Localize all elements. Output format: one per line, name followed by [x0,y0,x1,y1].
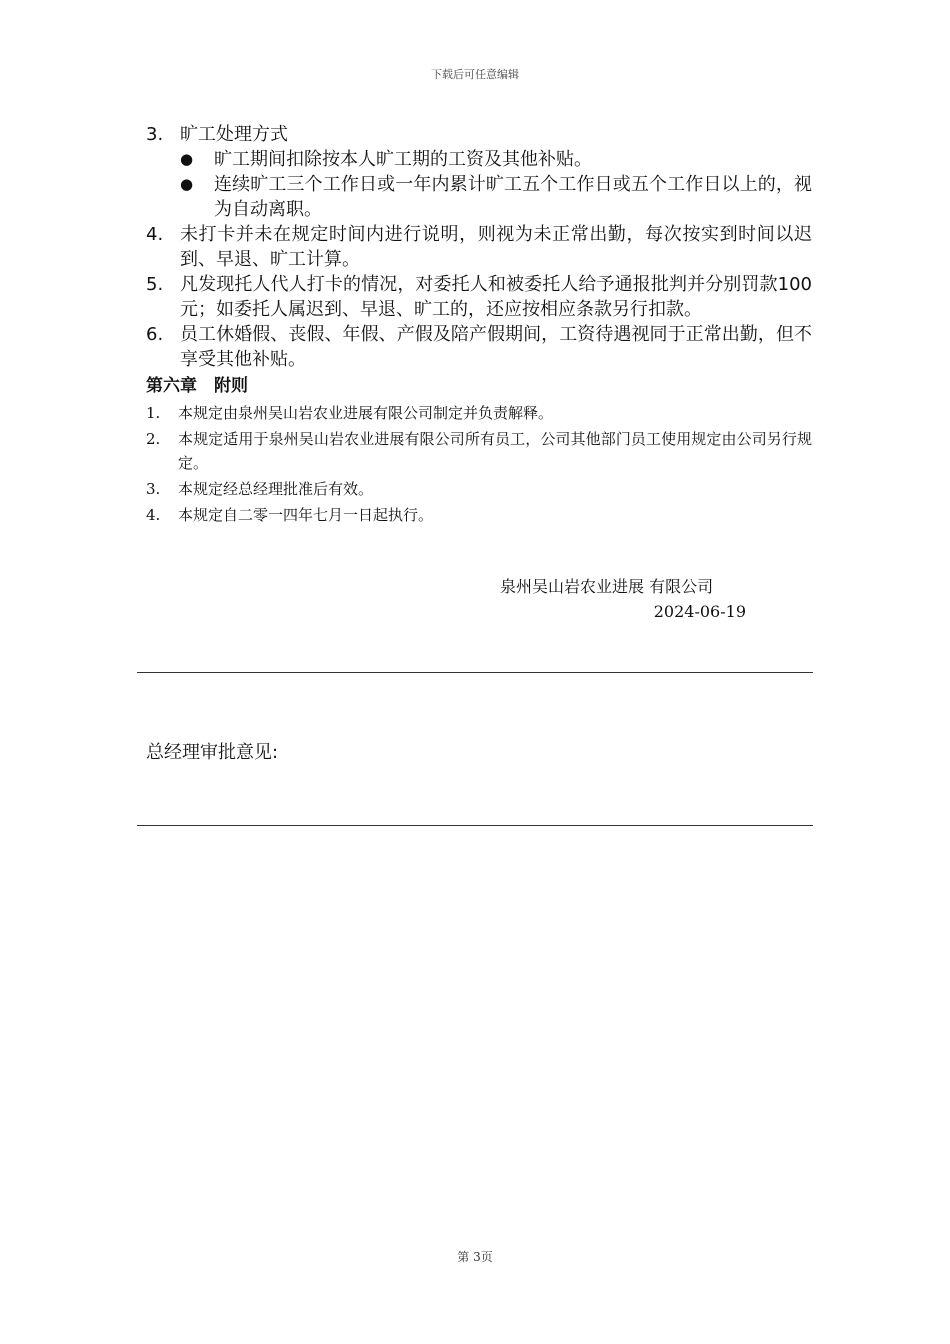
page-footer: 第 3页 [457,1250,493,1264]
bullet-text: 旷工期间扣除按本人旷工期的工资及其他补贴。 [214,149,592,170]
item-number: 4. [146,224,164,245]
list-item [146,122,812,147]
clause-text: 本规定经总经理批准后有效。 [178,480,374,498]
item-text: 凡发现托人代人打卡的情况，对委托人和被委托人给予通报批判并分别罚款100元；如委托人属迟到、早退、旷工的，还应按相应条款另行扣款。 [180,274,812,320]
item-number: 3. [146,124,164,145]
approval-label: 总经理审批意见: [146,742,279,763]
list-item [146,322,812,372]
signature-date: 2024-06-19 [653,602,746,621]
item-number: 5. [146,274,164,295]
clause-text: 本规定适用于泉州吴山岩农业进展有限公司所有员工，公司其他部门员工使用规定由公司另行规定。 [178,430,812,472]
divider-line [137,825,813,826]
clause-number: 4. [146,506,161,524]
clause-text: 本规定自二零一四年七月一日起执行。 [178,506,434,524]
chapter-title: 第六章 附则 [146,376,248,396]
clause-item [146,503,812,527]
clause-number: 3. [146,480,161,498]
clause-text: 本规定由泉州吴山岩农业进展有限公司制定并负责解释。 [178,404,554,422]
clause-item [146,401,812,425]
document-body [146,122,812,527]
item-number: 6. [146,324,164,345]
item-text: 员工休婚假、丧假、年假、产假及陪产假期间，工资待遇视同于正常出勤，但不享受其他补贴。 [180,324,812,370]
signature-company: 泉州吴山岩农业进展 有限公司 [500,577,714,596]
bullet-item [146,172,812,222]
clause-number: 2. [146,430,161,448]
divider-line [137,672,813,673]
signature-block [500,574,746,624]
bullet-text: 连续旷工三个工作日或一年内累计旷工五个工作日或五个工作日以上的，视为自动离职。 [214,174,812,220]
page-header: 下载后可任意编辑 [431,68,519,81]
bullet-icon: ● [180,150,194,168]
list-item [146,222,812,272]
item-text: 旷工处理方式 [180,124,288,145]
bullet-icon: ● [180,175,194,193]
bullet-item [146,147,812,172]
clause-number: 1. [146,404,161,422]
item-text: 未打卡并未在规定时间内进行说明，则视为未正常出勤，每次按实到时间以迟到、早退、旷工计算。 [180,224,812,270]
clause-item [146,427,812,475]
clause-item [146,477,812,501]
list-item [146,272,812,322]
